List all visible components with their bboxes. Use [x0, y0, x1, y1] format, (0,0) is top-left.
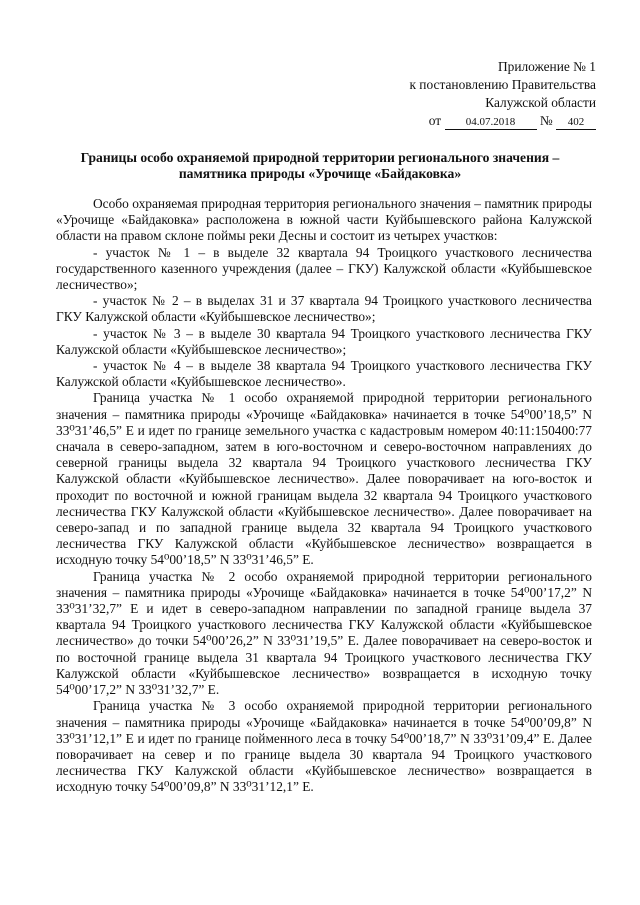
paragraph-intro: Особо охраняемая природная территория регионального значения – памятник природы «Урочище «Байдаковка» расположена в южной части Куйбышевского района Калужской области на правом склоне поймы реки Десны и состоит из четырех участков: [56, 196, 592, 244]
paragraph-plot-2: - участок № 2 – в выделах 31 и 37 квартала 94 Троицкого участкового лесничества ГКУ Калужской области «Куйбышевское лесничество»; [56, 293, 592, 325]
paragraph-plot-3: - участок № 3 – в выделе 30 квартала 94 Троицкого участкового лесничества ГКУ Калужской области «Куйбышевское лесничество»; [56, 325, 592, 357]
paragraph-boundary-1: Граница участка № 1 особо охраняемой природной территории регионального значения – памятника природы «Урочище «Байдаковка» начинается в точке 54⁰00’18,5” N 33⁰31’46,5” E и идет по границе земельного участка с кадастровым номером 40:11:150400:77 сначала в северо-западном, затем в юго-восточном и северо-восточном направлениях до северной границы выдела 32 квартала 94 Троицкого участкового лесничества ГКУ Калужской области «Куйбышевское лесничество». Далее поворачивает на юго-восток и проходит по восточной и южной границам выдела 32 квартала 94 Троицкого участкового лесничества ГКУ Калужской области «Куйбышевское лесничество». Далее поворачивает на северо-запад и по западной границе выдела 32 квартала 94 Троицкого участкового лесничества ГКУ Калужской области «Куйбышевское лесничество» возвращается в исходную точку 54⁰00’18,5” N 33⁰31’46,5” E. [56, 390, 592, 568]
title-line-1: Границы особо охраняемой природной территории регионального значения – [80, 150, 560, 165]
appendix-region: Калужской области [485, 95, 596, 110]
paragraph-boundary-2: Граница участка № 2 особо охраняемой природной территории регионального значения – памятника природы «Урочище «Байдаковка» начинается в точке 54⁰00’17,2” N 33⁰31’32,7” E и идет в северо-западном направлении по западной границе выдела 37 квартала 94 Троицкого участкового лесничества ГКУ Калужской области «Куйбышевское лесничество» до точки 54⁰00’26,2” N 33⁰31’19,5” E. Далее поворачивает на северо-восток и по восточной границе выдела 31 квартала 94 Троицкого участкового лесничества ГКУ Калужской области «Куйбышевское лесничество» возвращается в исходную точку 54⁰00’17,2” N 33⁰31’32,7” E. [56, 568, 592, 698]
paragraph-plot-1: - участок № 1 – в выделе 32 квартала 94 Троицкого участкового лесничества государственного казенного учреждения (далее – ГКУ) Калужской области «Куйбышевское лесничество»; [56, 244, 592, 293]
order-number: 402 [556, 116, 596, 130]
appendix-header [336, 58, 596, 130]
appendix-title: Приложение № 1 [497, 59, 596, 74]
from-label: от [428, 113, 442, 128]
paragraph-boundary-3: Граница участка № 3 особо охраняемой природной территории регионального значения – памятника природы «Урочище «Байдаковка» начинается в точке 54⁰00’09,8” N 33⁰31’12,1” E и идет по границе пойменного леса в точку 54⁰00’18,7” N 33⁰31’09,4” E. Далее поворачивает на север и по границе выдела 30 квартала 94 Троицкого участкового лесничества ГКУ Калужской области «Куйбышевское лесничество» возвращается в исходную точку 54⁰00’09,8” N 33⁰31’12,1” E. [56, 698, 592, 795]
appendix-reference: к постановлению Правительства [409, 77, 596, 92]
paragraph-plot-4: - участок № 4 – в выделе 38 квартала 94 Троицкого участкового лесничества ГКУ Калужской области «Куйбышевское лесничество». [56, 358, 592, 390]
document-title [50, 150, 590, 182]
number-label: № [539, 113, 553, 128]
title-line-2: памятника природы «Урочище «Байдаковка» [178, 166, 462, 181]
document-body [56, 196, 592, 796]
order-date: 04.07.2018 [445, 116, 537, 130]
order-date-number [336, 112, 596, 130]
